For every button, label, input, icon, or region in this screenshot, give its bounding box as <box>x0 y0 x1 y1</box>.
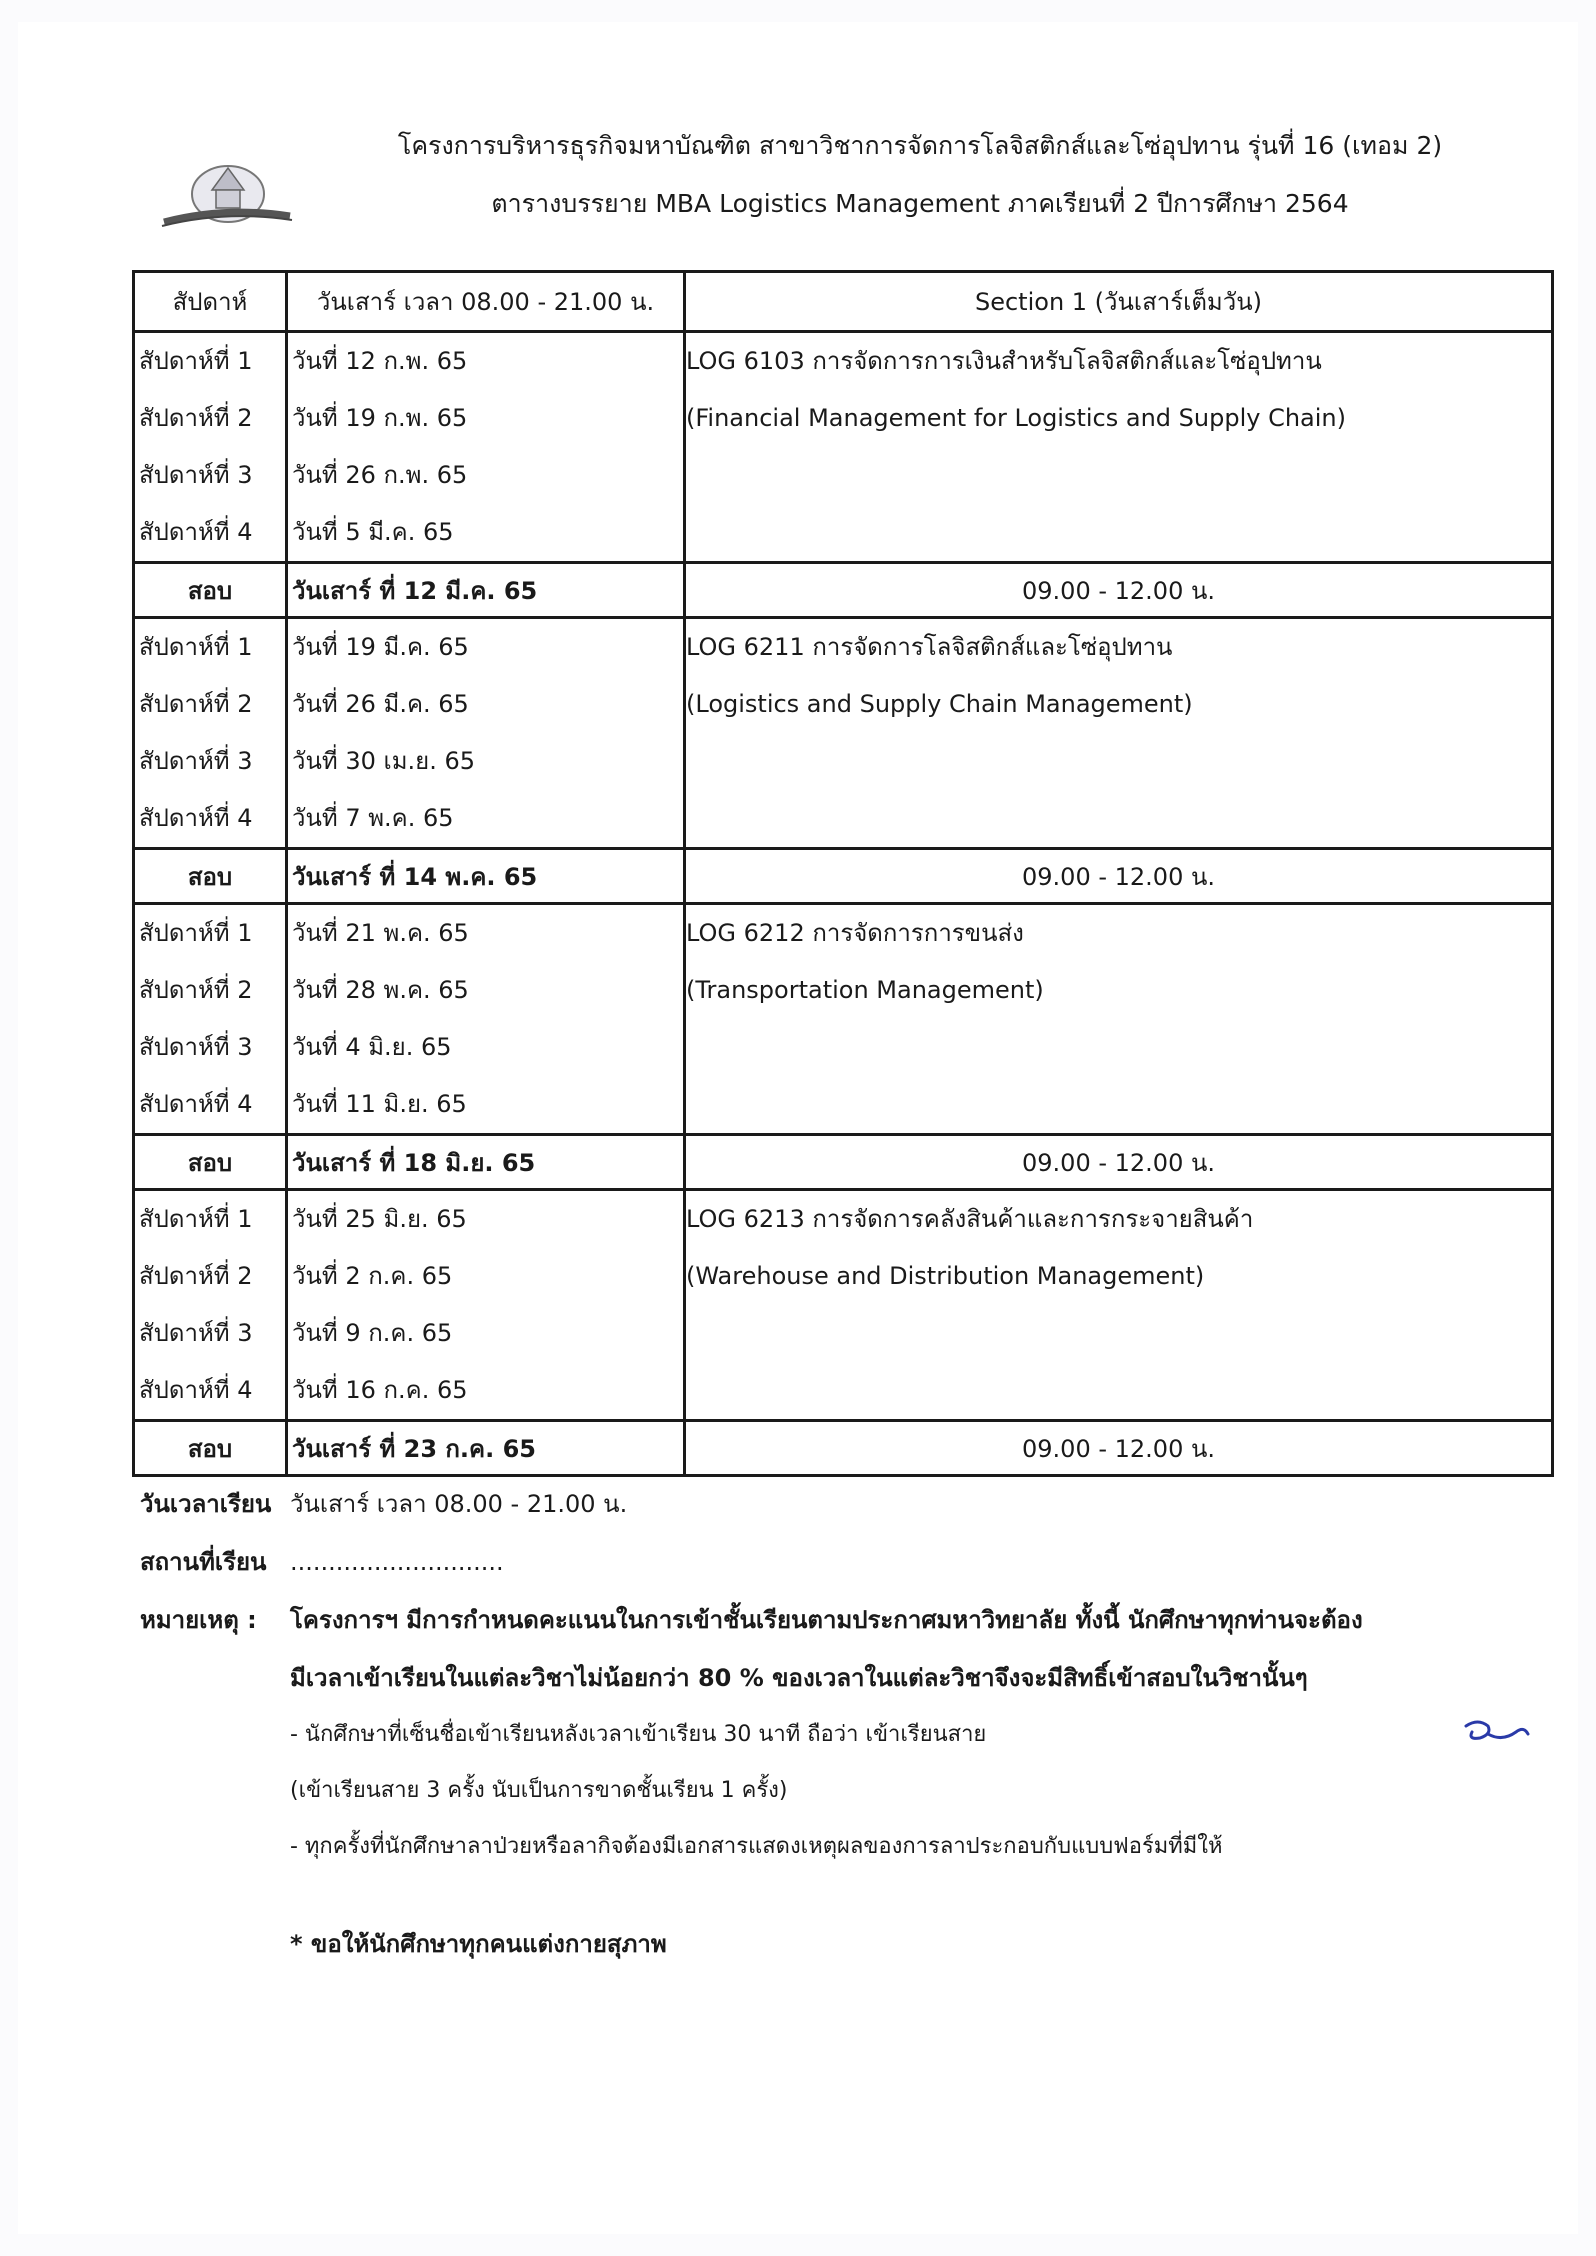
handwritten-initials <box>1458 1712 1548 1752</box>
dress-code-note: * ขอให้นักศึกษาทุกคนแต่งกายสุภาพ <box>290 1930 667 1958</box>
date-label: วันที่ 26 ก.พ. 65 <box>292 461 468 489</box>
date-label: วันที่ 4 มิ.ย. 65 <box>292 1033 452 1061</box>
date-cell <box>287 332 685 563</box>
course-block <box>134 904 1553 1135</box>
week-label: สัปดาห์ที่ 3 <box>139 1033 253 1061</box>
study-time-value: วันเสาร์ เวลา 08.00 - 21.00 น. <box>290 1490 628 1518</box>
document-header <box>370 128 1470 222</box>
exam-date: วันเสาร์ ที่ 18 มิ.ย. 65 <box>287 1135 685 1190</box>
header-section: Section 1 (วันเสาร์เต็มวัน) <box>685 272 1553 332</box>
week-label: สัปดาห์ที่ 1 <box>139 347 253 375</box>
course-cell <box>685 904 1553 1135</box>
course-block <box>134 1190 1553 1421</box>
exam-time: 09.00 - 12.00 น. <box>685 1135 1553 1190</box>
course-title-th: LOG 6211 การจัดการโลจิสติกส์และโซ่อุปทาน <box>686 633 1173 661</box>
course-title-en: (Transportation Management) <box>686 976 1044 1004</box>
week-label: สัปดาห์ที่ 2 <box>139 690 253 718</box>
table-header-row <box>134 272 1553 332</box>
note-line-2: มีเวลาเข้าเรียนในแต่ละวิชาไม่น้อยกว่า 80 % ของเวลาในแต่ละวิชาจึงจะมีสิทธิ์เข้าสอบในวิชานั้นๆ <box>290 1664 1308 1692</box>
week-cell <box>134 332 287 563</box>
week-cell <box>134 618 287 849</box>
exam-row <box>134 1135 1553 1190</box>
week-label: สัปดาห์ที่ 2 <box>139 1262 253 1290</box>
week-cell <box>134 904 287 1135</box>
exam-date: วันเสาร์ ที่ 23 ก.ค. 65 <box>287 1421 685 1476</box>
exam-date: วันเสาร์ ที่ 14 พ.ค. 65 <box>287 849 685 904</box>
date-label: วันที่ 19 มี.ค. 65 <box>292 633 469 661</box>
week-label: สัปดาห์ที่ 2 <box>139 976 253 1004</box>
week-label: สัปดาห์ที่ 4 <box>139 1376 253 1404</box>
note-line-5: - ทุกครั้งที่นักศึกษาลาป่วยหรือลากิจต้องมีเอกสารแสดงเหตุผลของการลาประกอบกับแบบฟอร์มที่มีให้ <box>290 1834 1223 1859</box>
week-label: สัปดาห์ที่ 4 <box>139 804 253 832</box>
exam-label: สอบ <box>134 563 287 618</box>
course-block <box>134 332 1553 563</box>
week-label: สัปดาห์ที่ 1 <box>139 633 253 661</box>
week-label: สัปดาห์ที่ 3 <box>139 1319 253 1347</box>
header-subtitle: ตารางบรรยาย MBA Logistics Management ภาคเรียนที่ 2 ปีการศึกษา 2564 <box>491 189 1349 218</box>
exam-time: 09.00 - 12.00 น. <box>685 849 1553 904</box>
week-label: สัปดาห์ที่ 2 <box>139 404 253 432</box>
study-time-label: วันเวลาเรียน <box>140 1490 272 1518</box>
header-title: โครงการบริหารธุรกิจมหาบัณฑิต สาขาวิชาการจัดการโลจิสติกส์และโซ่อุปทาน รุ่นที่ 16 (เทอม 2) <box>397 131 1443 160</box>
week-label: สัปดาห์ที่ 3 <box>139 747 253 775</box>
course-cell <box>685 332 1553 563</box>
exam-row <box>134 849 1553 904</box>
exam-row <box>134 563 1553 618</box>
exam-row <box>134 1421 1553 1476</box>
exam-label: สอบ <box>134 1135 287 1190</box>
study-place-row <box>140 1542 504 1581</box>
course-title-th: LOG 6212 การจัดการการขนส่ง <box>686 919 1024 947</box>
study-place-value: ............................ <box>290 1548 504 1576</box>
week-label: สัปดาห์ที่ 3 <box>139 461 253 489</box>
date-label: วันที่ 21 พ.ค. 65 <box>292 919 469 947</box>
header-date: วันเสาร์ เวลา 08.00 - 21.00 น. <box>287 272 685 332</box>
course-title-en: (Warehouse and Distribution Management) <box>686 1262 1205 1290</box>
week-label: สัปดาห์ที่ 4 <box>139 1090 253 1118</box>
note-row <box>140 1600 1363 1639</box>
note-line-3: - นักศึกษาที่เซ็นชื่อเข้าเรียนหลังเวลาเข้าเรียน 30 นาที ถือว่า เข้าเรียนสาย <box>290 1722 987 1747</box>
date-label: วันที่ 16 ก.ค. 65 <box>292 1376 468 1404</box>
date-label: วันที่ 11 มิ.ย. 65 <box>292 1090 467 1118</box>
note-line-4: (เข้าเรียนสาย 3 ครั้ง นับเป็นการขาดชั้นเรียน 1 ครั้ง) <box>290 1778 788 1803</box>
exam-date: วันเสาร์ ที่ 12 มี.ค. 65 <box>287 563 685 618</box>
note-label: หมายเหตุ : <box>140 1606 257 1634</box>
exam-time: 09.00 - 12.00 น. <box>685 1421 1553 1476</box>
course-cell <box>685 618 1553 849</box>
course-title-th: LOG 6213 การจัดการคลังสินค้าและการกระจายสินค้า <box>686 1205 1254 1233</box>
study-time-row <box>140 1484 627 1523</box>
week-label: สัปดาห์ที่ 4 <box>139 518 253 546</box>
week-label: สัปดาห์ที่ 1 <box>139 919 253 947</box>
date-label: วันที่ 28 พ.ค. 65 <box>292 976 469 1004</box>
header-week: สัปดาห์ <box>134 272 287 332</box>
date-label: วันที่ 12 ก.พ. 65 <box>292 347 468 375</box>
course-title-th: LOG 6103 การจัดการการเงินสำหรับโลจิสติกส์และโซ่อุปทาน <box>686 347 1322 375</box>
course-cell <box>685 1190 1553 1421</box>
week-label: สัปดาห์ที่ 1 <box>139 1205 253 1233</box>
date-label: วันที่ 2 ก.ค. 65 <box>292 1262 453 1290</box>
course-block <box>134 618 1553 849</box>
university-logo <box>158 150 294 234</box>
date-cell <box>287 618 685 849</box>
date-label: วันที่ 26 มี.ค. 65 <box>292 690 469 718</box>
course-title-en: (Financial Management for Logistics and Supply Chain) <box>686 404 1346 432</box>
date-label: วันที่ 30 เม.ย. 65 <box>292 747 476 775</box>
exam-label: สอบ <box>134 1421 287 1476</box>
week-cell <box>134 1190 287 1421</box>
date-cell <box>287 904 685 1135</box>
date-label: วันที่ 7 พ.ค. 65 <box>292 804 454 832</box>
exam-label: สอบ <box>134 849 287 904</box>
date-label: วันที่ 9 ก.ค. 65 <box>292 1319 453 1347</box>
study-place-label: สถานที่เรียน <box>140 1548 267 1576</box>
date-label: วันที่ 25 มิ.ย. 65 <box>292 1205 467 1233</box>
exam-time: 09.00 - 12.00 น. <box>685 563 1553 618</box>
course-title-en: (Logistics and Supply Chain Management) <box>686 690 1193 718</box>
date-cell <box>287 1190 685 1421</box>
note-line-1: โครงการฯ มีการกำหนดคะแนนในการเข้าชั้นเรียนตามประกาศมหาวิทยาลัย ทั้งนี้ นักศึกษาทุกท่านจะต้อง <box>290 1606 1363 1634</box>
schedule-table <box>132 270 1554 1477</box>
date-label: วันที่ 19 ก.พ. 65 <box>292 404 468 432</box>
date-label: วันที่ 5 มี.ค. 65 <box>292 518 454 546</box>
